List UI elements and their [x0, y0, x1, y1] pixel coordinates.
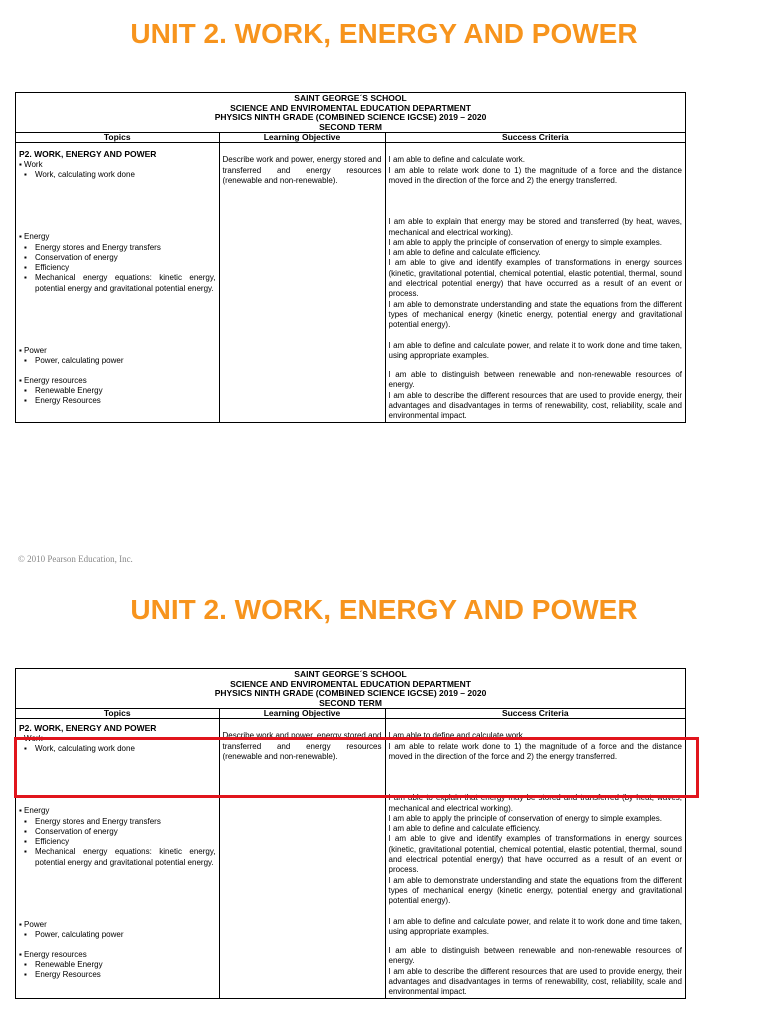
- topic-work: ▪ Work: [19, 733, 43, 743]
- criteria-resources: [389, 946, 683, 997]
- subtopic-item: ▪ Energy Resources: [19, 396, 216, 406]
- curriculum-document: [15, 668, 686, 999]
- criterion: I am able to explain that energy may be stored and transferred (by heat, waves, mechanical and electrical working).: [388, 793, 682, 813]
- subtopic-item: ▪ Renewable Energy: [19, 960, 216, 970]
- section-title: P2. WORK, ENERGY AND POWER: [19, 149, 157, 160]
- subtopic-item: ▪ Work, calculating work done: [19, 170, 216, 180]
- subtopic-item: ▪ Mechanical energy equations: kinetic energy, potential energy and gravitational potential energy.: [19, 273, 216, 294]
- learning-objective-cell: [219, 143, 385, 422]
- topics-cell: [16, 143, 219, 422]
- department-name: SCIENCE AND ENVIROMENTAL EDUCATION DEPARTMENT: [230, 678, 471, 689]
- criteria-work: [389, 155, 683, 186]
- column-header-learning-objective: Learning Objective: [219, 133, 385, 143]
- criterion: I am able to give and identify examples of transformations in energy sources (kinetic, gravitational potential, chemical potential, elastic potential, thermal, sound and electrical potential energy) that have occurred as a result of an event or process.: [388, 834, 682, 875]
- highlight-box: [14, 737, 699, 798]
- table-header-row: [16, 709, 685, 719]
- criterion: I am able to apply the principle of conservation of energy to simple examples.: [388, 237, 662, 247]
- criterion: I am able to demonstrate understanding and state the equations from the different types of mechanical energy (kinetic energy, potential energy and gravitational potential energy).: [388, 299, 682, 330]
- criterion: I am able to define and calculate work.: [388, 731, 526, 741]
- document-header: [16, 93, 685, 133]
- topic-energy-resources: ▪ Energy resources: [19, 375, 87, 385]
- table-row: [16, 143, 685, 422]
- criterion: I am able to describe the different resources that are used to provide energy, their advantages and disadvantages in terms of renewability, cost, reliability, scale and environmental impact.: [388, 966, 682, 997]
- department-name: SCIENCE AND ENVIROMENTAL EDUCATION DEPARTMENT: [230, 102, 471, 113]
- learning-objective-text: Describe work and power, energy stored and transferred and energy resources (renewable and non-renewable).: [222, 155, 382, 185]
- term-name: SECOND TERM: [319, 697, 382, 708]
- criterion: I am able to define and calculate work.: [388, 155, 526, 165]
- subtopic-item: ▪ Work, calculating work done: [19, 744, 216, 754]
- subtopic-item: ▪ Power, calculating power: [19, 356, 216, 366]
- criteria-power: [389, 341, 683, 362]
- criterion: I am able to demonstrate understanding and state the equations from the different types of mechanical energy (kinetic energy, potential energy and gravitational potential energy).: [388, 875, 682, 906]
- slide-title: UNIT 2. WORK, ENERGY AND POWER: [130, 594, 638, 625]
- criteria-energy: [389, 793, 683, 906]
- criteria-resources: [389, 370, 683, 421]
- curriculum-table: [16, 133, 685, 421]
- learning-objective-text: Describe work and power, energy stored and transferred and energy resources (renewable and non-renewable).: [222, 731, 382, 761]
- curriculum-document: [15, 92, 686, 423]
- slide-title: UNIT 2. WORK, ENERGY AND POWER: [130, 18, 638, 49]
- criterion: I am able to relate work done to 1) the magnitude of a force and the distance moved in the direction of the force and 2) the energy transferred.: [388, 165, 682, 185]
- slide-2: [0, 576, 768, 1024]
- criteria-energy: [389, 217, 683, 330]
- topic-energy: ▪ Energy: [19, 806, 50, 816]
- subtopic-item: ▪ Energy stores and Energy transfers: [19, 243, 216, 253]
- column-header-topics: Topics: [16, 709, 219, 719]
- subtopic-item: ▪ Efficiency: [19, 263, 216, 273]
- column-header-topics: Topics: [16, 133, 219, 143]
- subtopic-item: ▪ Energy stores and Energy transfers: [19, 817, 216, 827]
- subtopic-item: ▪ Efficiency: [19, 837, 216, 847]
- column-header-success-criteria: Success Criteria: [385, 709, 685, 719]
- course-name: PHYSICS NINTH GRADE (COMBINED SCIENCE IGCSE) 2019 – 2020: [214, 112, 487, 123]
- subtopic-item: ▪ Energy Resources: [19, 970, 216, 980]
- document-header: [16, 669, 685, 709]
- criterion: I am able to distinguish between renewable and non-renewable resources of energy.: [388, 946, 682, 966]
- topic-work: ▪ Work: [19, 159, 43, 169]
- criterion: I am able to define and calculate efficiency.: [388, 824, 541, 834]
- criteria-power: [389, 917, 683, 938]
- school-name: SAINT GEORGE´S SCHOOL: [294, 669, 407, 679]
- column-header-success-criteria: Success Criteria: [385, 133, 685, 143]
- school-name: SAINT GEORGE´S SCHOOL: [294, 93, 407, 103]
- topic-power: ▪ Power: [19, 346, 47, 356]
- criterion: I am able to distinguish between renewable and non-renewable resources of energy.: [388, 370, 682, 390]
- criterion: I am able to define and calculate power, and relate it to work done and time taken, using appropriate examples.: [388, 340, 682, 360]
- criterion: I am able to give and identify examples of transformations in energy sources (kinetic, gravitational potential, chemical potential, elastic potential, thermal, sound and electrical potential energy) that have occurred as a result of an event or process.: [388, 258, 682, 299]
- term-name: SECOND TERM: [319, 121, 382, 132]
- section-title: P2. WORK, ENERGY AND POWER: [19, 723, 157, 734]
- table-header-row: [16, 133, 685, 143]
- subtopic-item: ▪ Conservation of energy: [19, 253, 216, 263]
- criterion: I am able to define and calculate efficiency.: [388, 248, 541, 258]
- column-header-learning-objective: Learning Objective: [219, 709, 385, 719]
- success-criteria-cell: [385, 143, 685, 422]
- topic-power: ▪ Power: [19, 920, 47, 930]
- criterion: I am able to define and calculate power, and relate it to work done and time taken, using appropriate examples.: [388, 916, 682, 936]
- criterion: I am able to explain that energy may be stored and transferred (by heat, waves, mechanical and electrical working).: [388, 217, 682, 237]
- subtopic-item: ▪ Mechanical energy equations: kinetic energy, potential energy and gravitational potential energy.: [19, 847, 216, 868]
- copyright-notice: © 2010 Pearson Education, Inc.: [18, 554, 133, 564]
- subtopic-item: ▪ Power, calculating power: [19, 930, 216, 940]
- criterion: I am able to describe the different resources that are used to provide energy, their advantages and disadvantages in terms of renewability, cost, reliability, scale and environmental impact.: [388, 390, 682, 421]
- criterion: I am able to relate work done to 1) the magnitude of a force and the distance moved in the direction of the force and 2) the energy transferred.: [388, 741, 682, 761]
- criterion: I am able to apply the principle of conservation of energy to simple examples.: [388, 813, 662, 823]
- subtopic-item: ▪ Conservation of energy: [19, 827, 216, 837]
- topic-energy-resources: ▪ Energy resources: [19, 949, 87, 959]
- topic-energy: ▪ Energy: [19, 232, 50, 242]
- course-name: PHYSICS NINTH GRADE (COMBINED SCIENCE IGCSE) 2019 – 2020: [214, 688, 487, 699]
- subtopic-item: ▪ Renewable Energy: [19, 386, 216, 396]
